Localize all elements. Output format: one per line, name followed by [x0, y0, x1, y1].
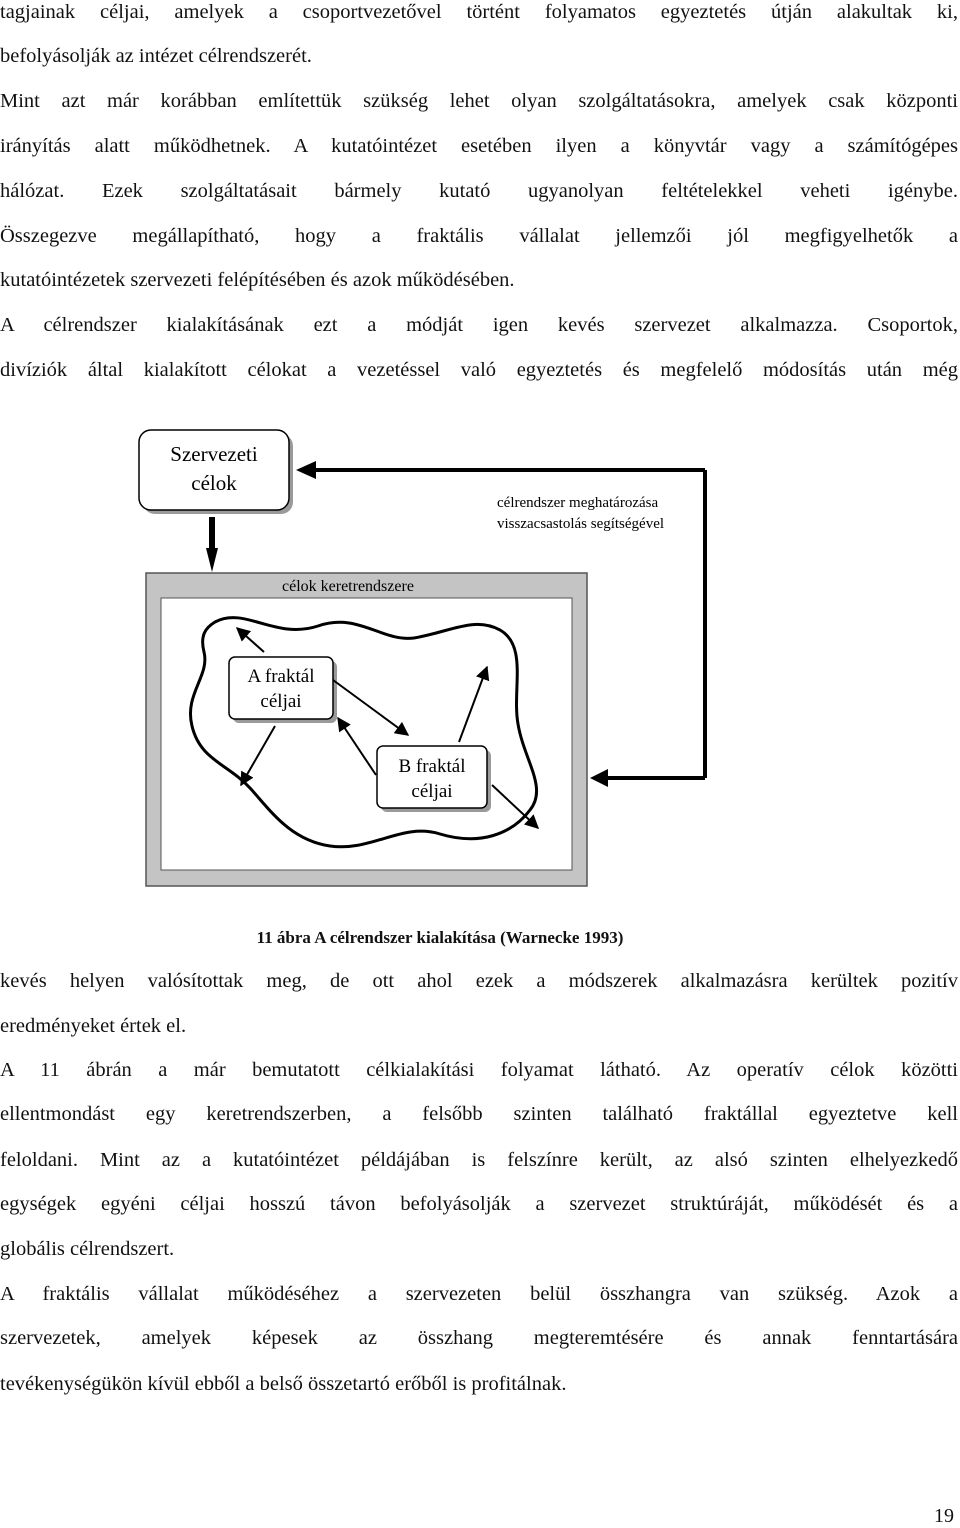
- paragraph-line: kutatóintézetek szervezeti felépítésében és azok működésében.: [0, 269, 515, 291]
- paragraph-line: feloldani. Mint az a kutatóintézet példájában is felszínre került, az alsó szinten elhelyezkedő: [0, 1149, 958, 1171]
- paragraph-line: A fraktális vállalat működéséhez a szervezeten belül összhangra van szükség. Azok a: [0, 1283, 958, 1305]
- paragraph-line: kevés helyen valósítottak meg, de ott ahol ezek a módszerek alkalmazásra kerültek pozitív: [0, 970, 958, 992]
- feedback-label-2: visszacsastolás segítségével: [497, 516, 665, 532]
- fractal-a-label-1: A fraktál: [247, 666, 315, 687]
- fractal-a-label-2: céljai: [260, 691, 302, 712]
- paragraph-line: globális célrendszert.: [0, 1238, 175, 1260]
- left-arrow-icon: [590, 769, 608, 787]
- fractal-b-label-2: céljai: [411, 781, 453, 802]
- paragraph-line: A 11 ábrán a már bemutatott célkialakítási folyamat látható. Az operatív célok közötti: [0, 1059, 958, 1081]
- paragraph-line: divíziók által kialakított célokat a vezetéssel való egyeztetés és megfelelő módosítás után még: [0, 359, 958, 381]
- org-goals-label-2: célok: [191, 471, 237, 495]
- left-arrow-icon: [296, 461, 316, 479]
- paragraph-line: tevékenységükön kívül ebből a belső összetartó erőből is profitálnak.: [0, 1373, 567, 1395]
- paragraph-line: Mint azt már korábban említettük szükség lehet olyan szolgáltatásokra, amelyek csak központi: [0, 90, 958, 112]
- fractal-b-label-1: B fraktál: [398, 756, 466, 777]
- paragraph-line: irányítás alatt működhetnek. A kutatóintézet esetében ilyen a könyvtár vagy a számítógépes: [0, 135, 958, 157]
- paragraph-line: A célrendszer kialakításának ezt a módját igen kevés szervezet alkalmazza. Csoportok,: [0, 314, 958, 336]
- paragraph-line: Összegezve megállapítható, hogy a fraktális vállalat jellemzői jól megfigyelhetők a: [0, 225, 958, 247]
- paragraph-line: befolyásolják az intézet célrendszerét.: [0, 45, 312, 67]
- figure-caption: 11 ábra A célrendszer kialakítása (Warnecke 1993): [256, 928, 624, 947]
- frame-label: célok keretrendszere: [282, 578, 414, 595]
- paragraph-line: ellentmondást egy keretrendszerben, a felsőbb szinten található fraktállal egyeztetve kell: [0, 1103, 958, 1125]
- org-goals-label-1: Szervezeti: [170, 442, 258, 466]
- paragraph-line: hálózat. Ezek szolgáltatásait bármely kutató ugyanolyan feltételekkel veheti igénybe.: [0, 180, 958, 202]
- feedback-label-1: célrendszer meghatározása: [497, 495, 659, 511]
- paragraph-line: egységek egyéni céljai hosszú távon befolyásolják a szervezet struktúráját, működését és a: [0, 1193, 958, 1215]
- paragraph-line: szervezetek, amelyek képesek az összhang megteremtésére és annak fenntartására: [0, 1327, 958, 1349]
- paragraph-line: eredményeket értek el.: [0, 1015, 187, 1037]
- down-arrow-icon: [206, 548, 218, 572]
- paragraph-line: tagjainak céljai, amelyek a csoportvezetővel történt folyamatos egyeztetés útján alakultak ki,: [0, 1, 958, 23]
- page-number: 19: [934, 1505, 954, 1527]
